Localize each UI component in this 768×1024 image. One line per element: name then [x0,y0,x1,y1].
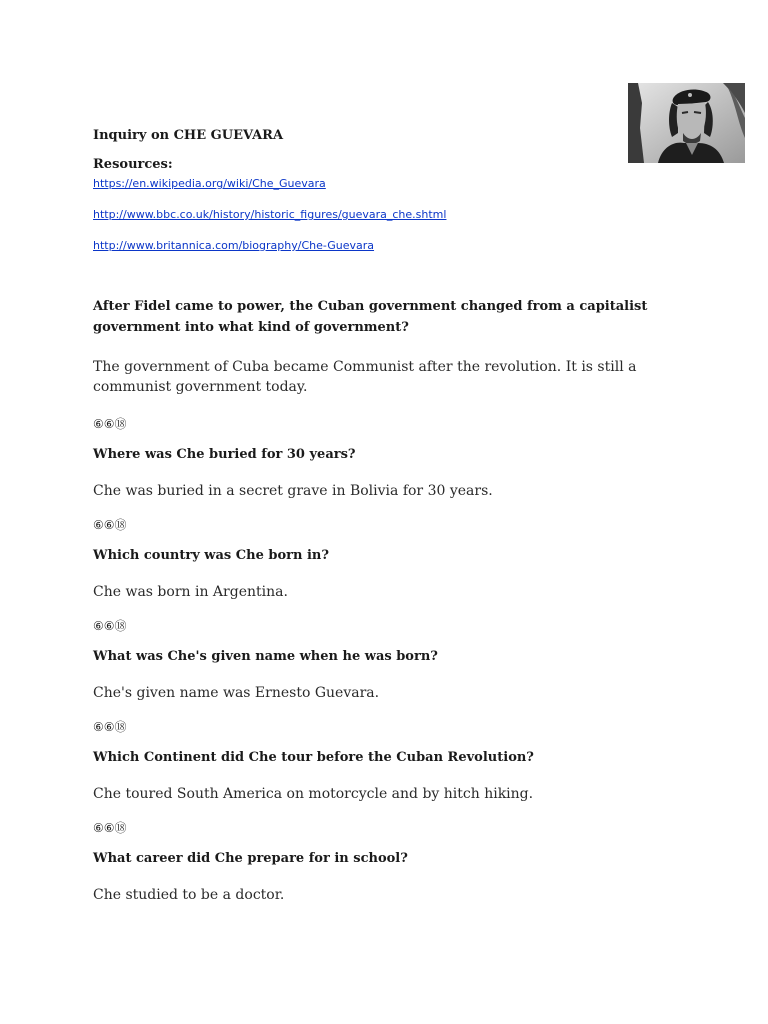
question-5: Which Continent did Che tour before the Cuban Revolution? [93,750,534,765]
question-4: What was Che's given name when he was born? [93,649,438,664]
separator-1: ⑥⑥⑱ [93,417,127,431]
answer-1: The government of Cuba became Communist after the revolution. It is still a communist government today. [93,359,637,395]
question-1: After Fidel came to power, the Cuban government changed from a capitalist government into what kind of government? [93,299,648,335]
document-title: Inquiry on CHE GUEVARA [93,128,284,143]
separator-5: ⑥⑥⑱ [93,821,127,835]
che-guevara-photo [628,83,745,163]
answer-3: Che was born in Argentina. [93,584,288,600]
link-bbc[interactable]: http://www.bbc.co.uk/history/historic_figures/guevara_che.shtml [93,208,447,221]
resources-label: Resources: [93,157,173,172]
question-2: Where was Che buried for 30 years? [93,447,356,462]
link-wikipedia[interactable]: https://en.wikipedia.org/wiki/Che_Guevara [93,177,326,190]
answer-2: Che was buried in a secret grave in Bolivia for 30 years. [93,483,493,499]
answer-5: Che toured South America on motorcycle and by hitch hiking. [93,786,534,802]
question-3: Which country was Che born in? [93,548,329,563]
separator-3: ⑥⑥⑱ [93,619,127,633]
answer-4: Che's given name was Ernesto Guevara. [93,685,380,701]
answer-6: Che studied to be a doctor. [93,887,285,903]
separator-4: ⑥⑥⑱ [93,720,127,734]
separator-2: ⑥⑥⑱ [93,518,127,532]
question-6: What career did Che prepare for in school? [93,851,408,866]
link-britannica[interactable]: http://www.britannica.com/biography/Che-Guevara [93,239,375,252]
